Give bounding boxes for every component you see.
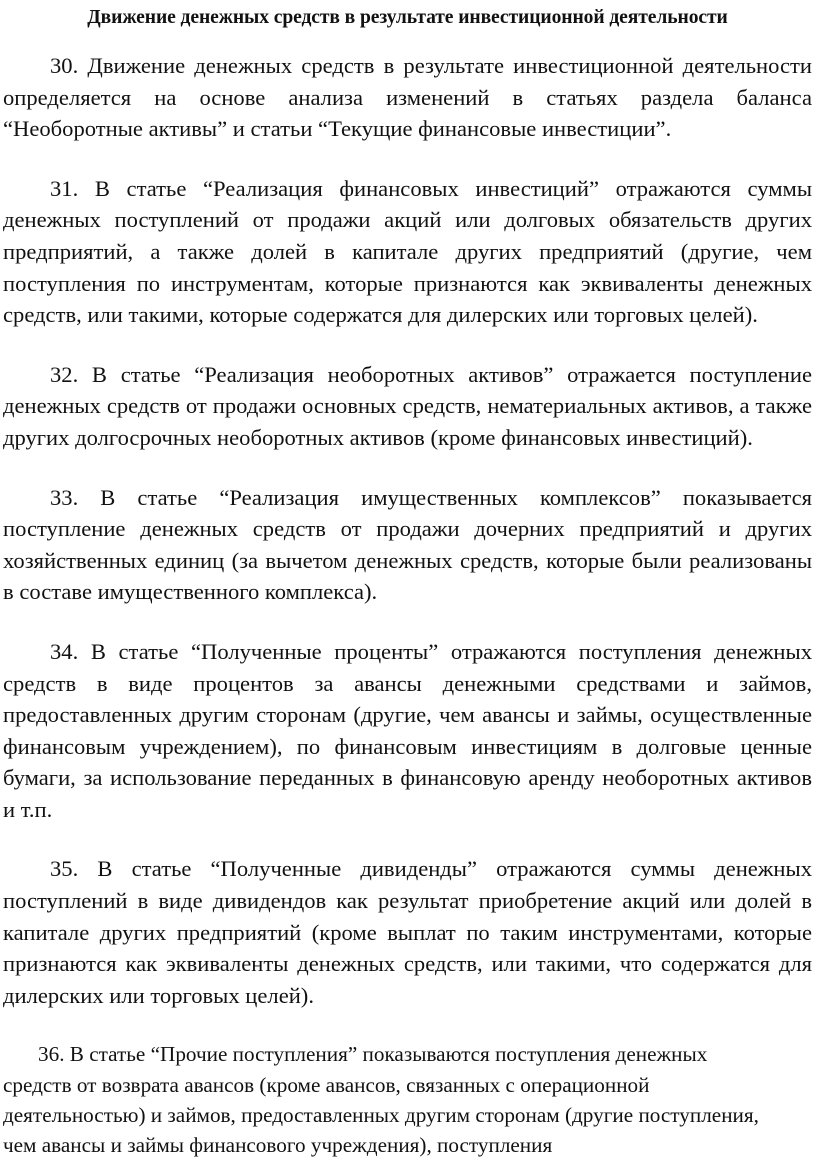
paragraph-31: 31. В статье “Реализация финансовых инвестиций” отражаются суммы денежных поступлений от продажи акций или долговых обязательств других предприятий, а также долей в капитале других предприятий (другие, чем поступления по инструментам, которые признаются как эквиваленты денежных средств, или такими, которые содержатся для дилерских или торговых целей). (3, 175, 812, 328)
paragraph-30: 30. Движение денежных средств в результате инвестиционной деятельности определяется на основе анализа изменений в статьях раздела баланса “Необоротные активы” и статьи “Текущие финансовые инвестиции”. (3, 53, 812, 142)
paragraph-33: 33. В статье “Реализация имущественных комплексов” показывается поступление денежных средств от продажи дочерних предприятий и других хозяйственных единиц (за вычетом денежных средств, которые были реализованы в составе имущественного комплекса). (3, 484, 812, 605)
paragraph-35: 35. В статье “Полученные дивиденды” отражаются суммы денежных поступлений в виде дивидендов как результат приобретение акций или долей в капитале других предприятий (кроме выплат по таким инструментами, которые признаются как эквиваленты денежных средств, или такими, что содержатся для дилерских или торговых целей). (3, 856, 812, 1008)
paragraph-36: 36. В статье “Прочие поступления” показываются поступления денежных средств от возврата авансов (кроме авансов, связанных с операционной деятельностью) и займов, предоставленных другим сторонам (другие поступления, чем авансы и займы финансового учреждения), поступления (3, 1042, 759, 1158)
paragraph-34: 34. В статье “Полученные проценты” отражаются поступления денежных средств в виде процентов за авансы денежными средствами и займов, предоставленных другим сторонам (другие, чем авансы и займы, осуществленные финансовым учреждением), по финансовым инвестициям в долговые ценные бумаги, за использование переданных в финансовую аренду необоротных активов и т.п. (3, 638, 812, 822)
section-title: Движение денежных средств в результате инвестиционной деятельности (87, 7, 728, 28)
paragraph-32: 32. В статье “Реализация необоротных активов” отражается поступление денежных средств от продажи основных средств, нематериальных активов, а также других долгосрочных необоротных активов (кроме финансовых инвестиций). (3, 361, 812, 450)
